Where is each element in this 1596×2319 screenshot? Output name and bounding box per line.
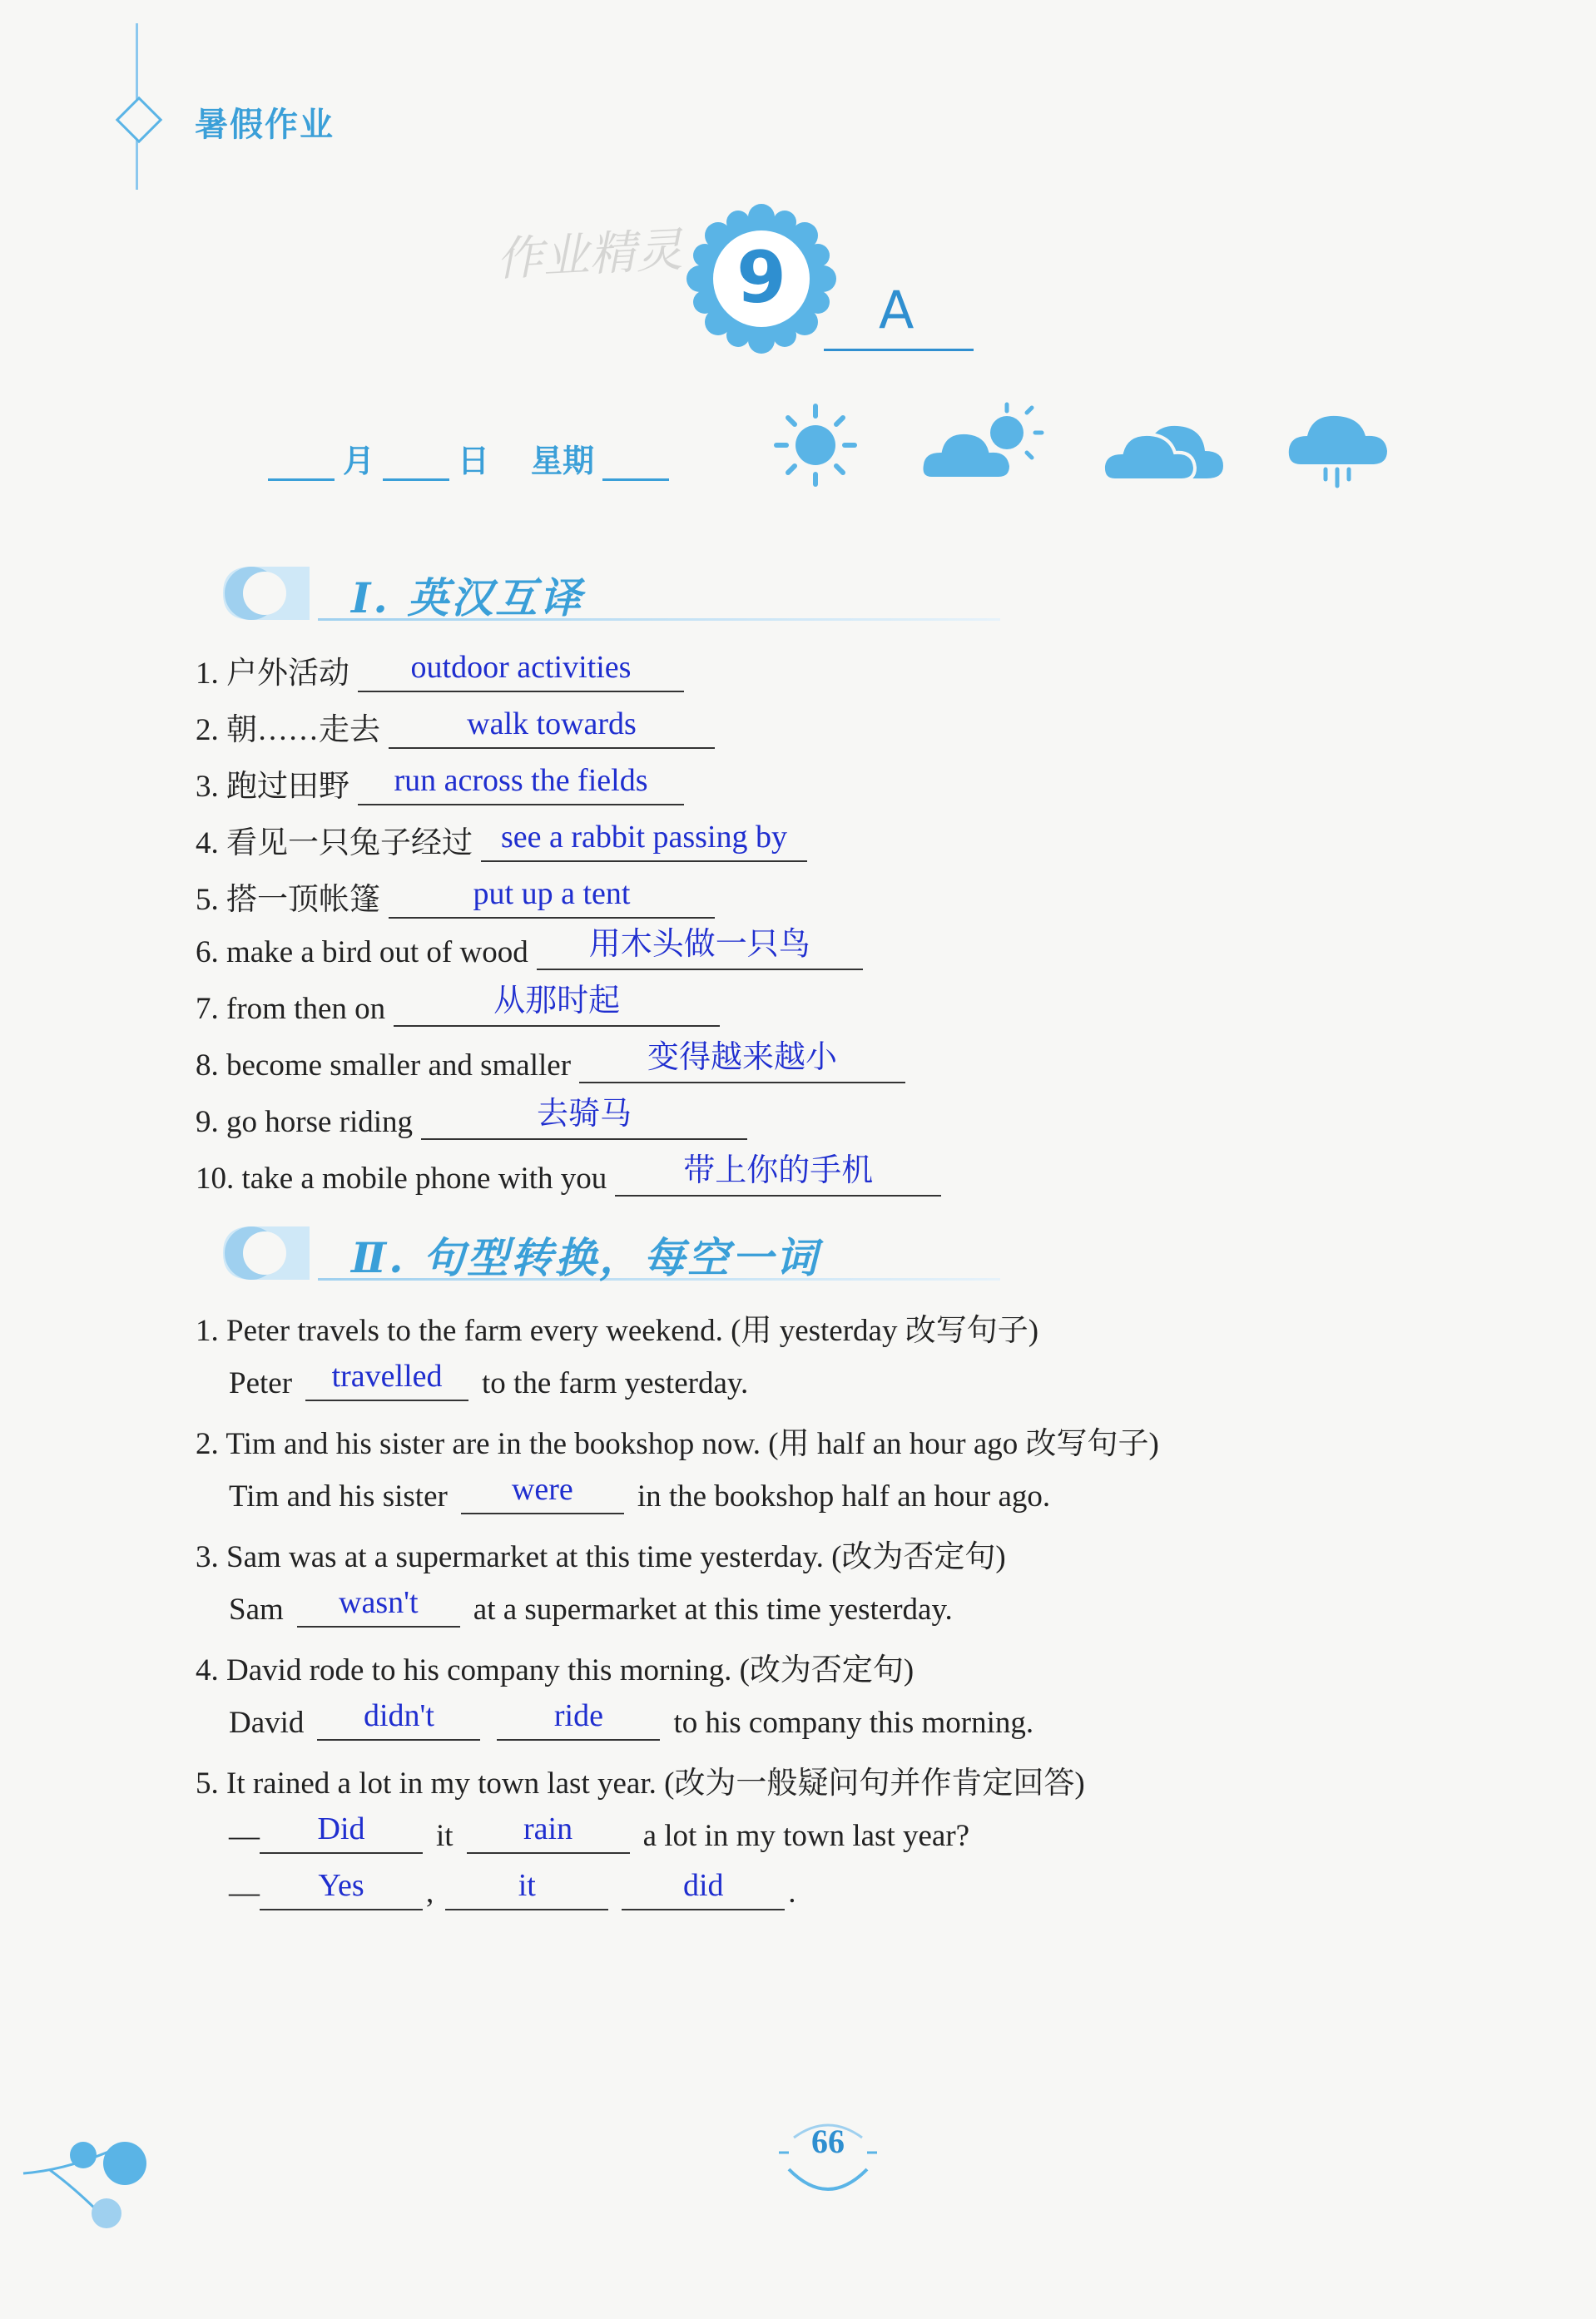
- day-blank: [383, 442, 449, 481]
- dash: —: [229, 1876, 260, 1910]
- section-2-header: [193, 1221, 1009, 1288]
- sentence-text: to his company this morning.: [673, 1706, 1034, 1740]
- answer-text: run across the fields: [394, 763, 648, 798]
- prompt-text: 1. Peter travels to the farm every weekend. (用 yesterday 改写句子): [196, 1314, 1039, 1348]
- answer-blank[interactable]: [305, 1361, 468, 1401]
- period: .: [788, 1876, 796, 1910]
- answer-blank[interactable]: [389, 706, 715, 749]
- lesson-number-badge: [686, 204, 836, 354]
- weekday-blank: [602, 442, 669, 481]
- lesson-number: 9: [736, 236, 786, 320]
- month-label: 月: [343, 443, 375, 479]
- watermark: 作业精灵: [494, 223, 684, 287]
- s2-q5-question-line: [229, 1811, 970, 1854]
- sentence-text: Peter: [229, 1366, 293, 1400]
- answer-text: outdoor activities: [410, 650, 632, 685]
- comma: ,: [426, 1876, 434, 1910]
- sentence-text: to the farm yesterday.: [482, 1366, 749, 1400]
- answer-text: 去骑马: [537, 1097, 632, 1132]
- sentence-text: it: [436, 1819, 454, 1853]
- answer-text: 变得越来越小: [647, 1040, 838, 1075]
- header-diamond-icon: [116, 97, 163, 144]
- sentence-text: in the bookshop half an hour ago.: [637, 1479, 1051, 1514]
- date-row: [268, 435, 669, 481]
- twig-decoration-icon: [17, 2130, 166, 2230]
- s2-q4-answer-line: [229, 1698, 1034, 1741]
- section-ring-icon: [193, 563, 310, 623]
- s1-item-9: [196, 1097, 752, 1140]
- s1-question: 5. 搭一顶帐篷: [196, 883, 380, 917]
- section-2-title: Ⅱ. 句型转换，每空一词: [351, 1233, 820, 1282]
- answer-text: put up a tent: [473, 876, 631, 911]
- answer-blank[interactable]: [394, 984, 720, 1027]
- section-ring-icon: [193, 1223, 310, 1283]
- answer-text: 用木头做一只鸟: [588, 927, 810, 962]
- answer-text: did: [682, 1868, 724, 1903]
- answer-blank[interactable]: [389, 876, 715, 919]
- answer-text: wasn't: [339, 1585, 419, 1620]
- s1-question: 8. become smaller and smaller: [196, 1048, 572, 1083]
- prompt-text: 5. It rained a lot in my town last year. (改为一般疑问句并作肯定回答): [196, 1767, 1085, 1801]
- answer-blank[interactable]: [537, 927, 863, 970]
- sentence-text: Tim and his sister: [229, 1479, 448, 1514]
- prompt-text: 4. David rode to his company this morning. (改为否定句): [196, 1653, 914, 1687]
- s1-question: 2. 朝……走去: [196, 713, 380, 747]
- answer-text: travelled: [331, 1359, 443, 1394]
- day-label: 日: [458, 443, 490, 479]
- answer-blank[interactable]: [615, 1153, 941, 1197]
- s1-question: 7. from then on: [196, 992, 386, 1026]
- header-title: 暑假作业: [195, 106, 335, 144]
- answer-blank[interactable]: [461, 1474, 624, 1514]
- answer-blank[interactable]: [260, 1868, 423, 1910]
- answer-text: Yes: [318, 1868, 364, 1903]
- s1-question: 4. 看见一只兔子经过: [196, 826, 473, 860]
- weekday-label: 星期: [531, 443, 595, 479]
- answer-text: were: [511, 1472, 573, 1507]
- section-1-header: [193, 562, 1009, 628]
- answer-blank[interactable]: [622, 1868, 785, 1910]
- sentence-text: a lot in my town last year?: [642, 1819, 970, 1853]
- s1-item-5: [196, 874, 720, 919]
- s1-item-2: [196, 704, 720, 749]
- lesson-letter-underline: [824, 349, 974, 351]
- answer-text: see a rabbit passing by: [500, 820, 788, 855]
- answer-blank[interactable]: [421, 1097, 747, 1140]
- s2-q3-prompt: [196, 1531, 1006, 1576]
- answer-blank[interactable]: [358, 652, 684, 692]
- s1-item-3: [196, 761, 689, 805]
- s1-item-10: [196, 1153, 946, 1197]
- s1-question: 6. make a bird out of wood: [196, 935, 528, 969]
- page-number: 66: [811, 2123, 845, 2160]
- s1-item-8: [196, 1040, 910, 1083]
- s2-q4-prompt: [196, 1644, 914, 1689]
- answer-blank[interactable]: [260, 1811, 423, 1854]
- section-1-title: Ⅰ. 英汉互译: [351, 573, 584, 622]
- answer-text: didn't: [363, 1698, 434, 1733]
- s2-q2-answer-line: [229, 1474, 1050, 1514]
- s1-item-4: [196, 817, 812, 862]
- answer-blank[interactable]: [445, 1868, 608, 1910]
- partly-cloudy-icon: [915, 399, 1048, 491]
- s1-item-1: [196, 647, 689, 692]
- s2-q3-answer-line: [229, 1585, 953, 1628]
- prompt-text: 3. Sam was at a supermarket at this time yesterday. (改为否定句): [196, 1540, 1006, 1574]
- sentence-text: Sam: [229, 1593, 284, 1627]
- s2-q2-prompt: [196, 1418, 1159, 1463]
- answer-blank[interactable]: [497, 1698, 660, 1741]
- answer-blank[interactable]: [297, 1585, 460, 1628]
- sun-icon: [770, 399, 861, 491]
- rain-icon: [1286, 399, 1394, 491]
- answer-text: ride: [553, 1698, 603, 1733]
- cloudy-icon: [1098, 399, 1232, 491]
- s1-item-6: [196, 927, 868, 970]
- dash: —: [229, 1819, 260, 1853]
- answer-blank[interactable]: [317, 1698, 480, 1741]
- answer-text: 带上你的手机: [683, 1153, 874, 1188]
- prompt-text: 2. Tim and his sister are in the bookshop now. (用 half an hour ago 改写句子): [196, 1427, 1159, 1461]
- answer-text: walk towards: [467, 706, 637, 741]
- answer-text: Did: [317, 1811, 365, 1846]
- s1-question: 10. take a mobile phone with you: [196, 1162, 607, 1196]
- lesson-letter: A: [879, 280, 914, 340]
- answer-blank[interactable]: [358, 763, 684, 805]
- s1-item-7: [196, 984, 725, 1027]
- sentence-text: David: [229, 1706, 305, 1740]
- answer-blank[interactable]: [467, 1811, 630, 1854]
- s1-question: 9. go horse riding: [196, 1105, 414, 1139]
- s2-q5-reply-line: [229, 1868, 796, 1910]
- s2-q1-answer-line: [229, 1361, 748, 1401]
- sentence-text: at a supermarket at this time yesterday.: [473, 1593, 953, 1627]
- answer-blank[interactable]: [481, 822, 807, 862]
- s1-question: 1. 户外活动: [196, 657, 349, 691]
- s2-q1-prompt: [196, 1305, 1038, 1350]
- answer-text: it: [518, 1868, 536, 1903]
- answer-text: 从那时起: [493, 984, 621, 1018]
- answer-text: rain: [523, 1811, 573, 1846]
- s1-question: 3. 跑过田野: [196, 770, 349, 804]
- answer-blank[interactable]: [579, 1040, 905, 1083]
- month-blank: [268, 442, 335, 481]
- s2-q5-prompt: [196, 1757, 1085, 1802]
